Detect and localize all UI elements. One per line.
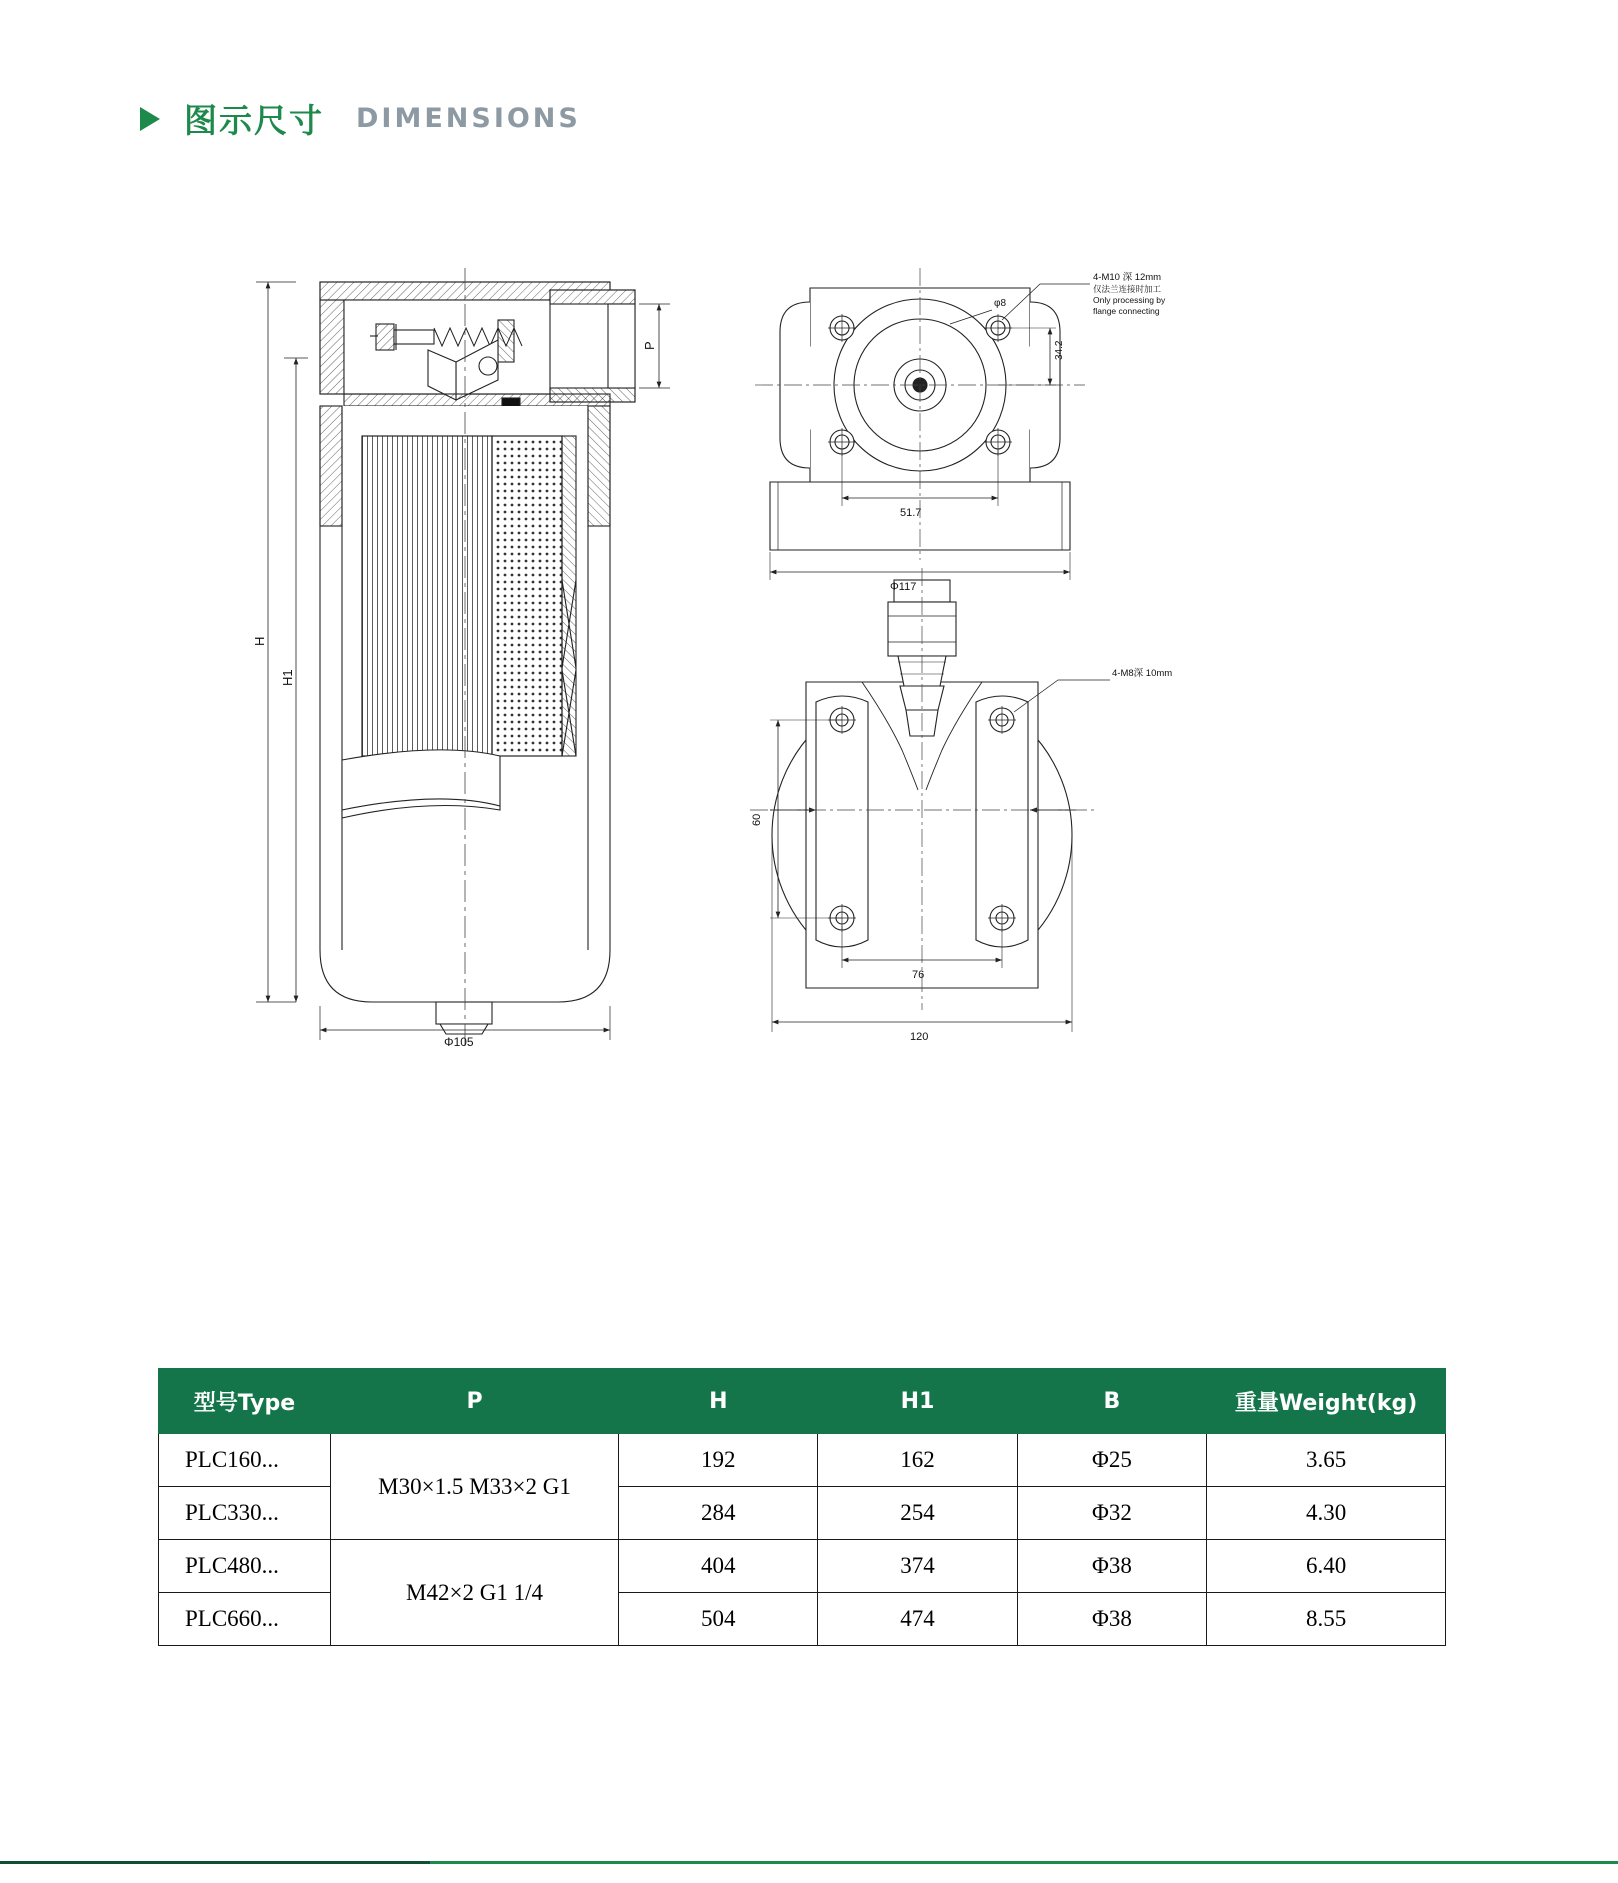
cell-type: PLC480... — [159, 1540, 331, 1593]
cell-b: Φ25 — [1017, 1434, 1207, 1487]
table-row — [159, 1540, 1446, 1593]
table-header-row — [159, 1369, 1446, 1434]
cell-h: 192 — [619, 1434, 818, 1487]
label-120: 120 — [910, 1031, 929, 1043]
triangle-right-icon — [140, 107, 160, 131]
page-title-cn: 图示尺寸 — [184, 101, 324, 140]
cell-weight: 4.30 — [1207, 1487, 1446, 1540]
cell-b: Φ38 — [1017, 1540, 1207, 1593]
label-phi105: Φ105 — [444, 1035, 474, 1049]
table-row — [159, 1434, 1446, 1487]
cell-type: PLC330... — [159, 1487, 331, 1540]
label-H: H — [252, 636, 267, 646]
cell-type: PLC160... — [159, 1434, 331, 1487]
label-P: P — [642, 341, 657, 350]
dimension-drawings — [250, 250, 1380, 1080]
footer-rule-accent — [0, 1861, 430, 1864]
cell-h: 504 — [619, 1593, 818, 1646]
note-flange-en-2: flange connecting — [1093, 306, 1160, 316]
note-4m10-depth: 4-M10 深 12mm — [1093, 272, 1162, 283]
label-51-7: 51.7 — [900, 507, 922, 519]
label-34-2: 34.2 — [1054, 340, 1065, 360]
cell-b: Φ38 — [1017, 1593, 1207, 1646]
th-type: 型号Type — [159, 1369, 331, 1434]
cell-h: 284 — [619, 1487, 818, 1540]
page-title-en: DIMENSIONS — [356, 103, 581, 134]
top-view — [755, 268, 1090, 580]
cell-h1: 374 — [818, 1540, 1017, 1593]
label-H1: H1 — [280, 669, 295, 686]
bottom-view — [750, 568, 1110, 1032]
cell-h: 404 — [619, 1540, 818, 1593]
th-p: P — [330, 1369, 618, 1434]
label-76: 76 — [912, 969, 925, 981]
cell-p: M42×2 G1 1/4 — [330, 1540, 618, 1646]
label-60: 60 — [751, 813, 763, 826]
cell-weight: 3.65 — [1207, 1434, 1446, 1487]
th-b: B — [1017, 1369, 1207, 1434]
cell-weight: 8.55 — [1207, 1593, 1446, 1646]
th-h: H — [619, 1369, 818, 1434]
cell-h1: 254 — [818, 1487, 1017, 1540]
label-phi117: Φ117 — [890, 581, 917, 593]
note-flange-cn: 仅法兰连接时加工 — [1093, 284, 1162, 294]
cell-b: Φ32 — [1017, 1487, 1207, 1540]
label-phi8: φ8 — [994, 298, 1007, 309]
th-h1: H1 — [818, 1369, 1017, 1434]
note-flange-en-1: Only processing by — [1093, 295, 1166, 305]
dimensions-table — [158, 1368, 1446, 1646]
cell-h1: 474 — [818, 1593, 1017, 1646]
cell-p: M30×1.5 M33×2 G1 — [330, 1434, 618, 1540]
filter-section-view — [256, 268, 670, 1050]
th-weight: 重量Weight(kg) — [1207, 1369, 1446, 1434]
page-header — [140, 95, 581, 142]
cell-weight: 6.40 — [1207, 1540, 1446, 1593]
cell-h1: 162 — [818, 1434, 1017, 1487]
note-4m8-depth: 4-M8深 10mm — [1112, 668, 1173, 679]
cell-type: PLC660... — [159, 1593, 331, 1646]
